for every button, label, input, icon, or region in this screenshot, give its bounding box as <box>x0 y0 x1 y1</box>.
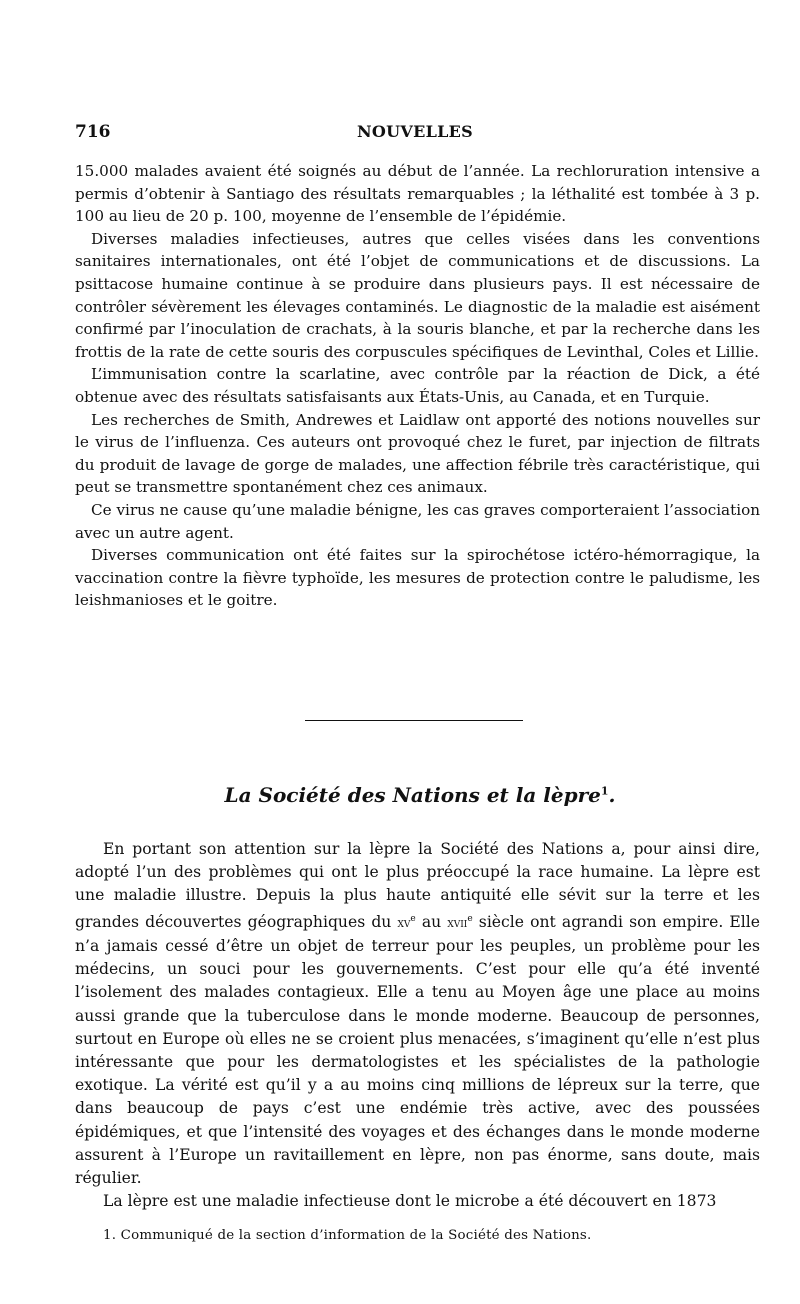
news-text-block <box>75 160 760 612</box>
paragraph: Diverses communication ont été faites sur la spirochétose ictéro-hémorragique, la vaccination contre la fièvre typhoïde, les mesures de protection contre le paludisme, les leishmanioses et le goitre. <box>75 546 760 610</box>
paragraph: Diverses maladies infectieuses, autres que celles visées dans les conventions sanitaires internationales, ont été l’objet de communications et de discussions. La psittacose humaine continue à se produire dans plusieurs pays. Il est nécessaire de contrôler sévèrement les élevages contaminés. Le diagnostic de la maladie est aisément confirmé par l’inoculation de crachats, à la souris blanche, et par la recherche dans les frottis de la rate de cette souris des corpuscules spécifiques de Levinthal, Coles et Lillie. <box>75 229 760 361</box>
section-title-end: . <box>608 783 616 807</box>
century-roman: xv <box>397 915 411 931</box>
section-title <box>0 783 800 807</box>
paragraph: La lèpre est une maladie infectieuse dont le microbe a été découvert en 1873 <box>103 1192 717 1211</box>
century-ordinal: e <box>410 913 416 924</box>
page-header <box>75 122 755 144</box>
paragraph: 15.000 malades avaient été soignés au début de l’année. La rechloruration intensive a permis d’obtenir à Santiago des résultats remarquables ; la léthalité est tombée à 3 p. 100 au lieu de 20 p. 100, moyenne de l’ensemble de l’épidémie. <box>75 162 760 226</box>
century-roman: xvii <box>447 915 468 931</box>
footnote: 1. Communiqué de la section d’information de la Société des Nations. <box>103 1228 592 1243</box>
paragraph: Ce virus ne cause qu’une maladie bénigne, les cas graves comporteraient l’association avec un autre agent. <box>75 500 760 542</box>
paragraph <box>75 838 760 1190</box>
page-number: 716 <box>75 122 111 142</box>
paragraph: Les recherches de Smith, Andrewes et Laidlaw ont apporté des notions nouvelles sur le virus de l’influenza. Ces auteurs ont provoqué chez le furet, par injection de filtrats du produit de lavage de gorge de malades, une affection fébrile très caractéristique, qui peut se transmettre spontanément chez ces animaux. <box>75 410 760 497</box>
paragraph-text: au <box>415 912 448 931</box>
paragraph-text: siècle ont agrandi son empire. Elle n’a jamais cessé d’être un objet de terreur pour les peuples, un problème pour les médecins, un souci pour les gouvernements. C’est pour elle qu’a été inventé l’isolement des malades contagieux. Elle a tenu au Moyen âge une place au moins aussi grande que la tuberculose dans le monde moderne. Beaucoup de personnes, surtout en Europe où elles ne se croient plus menacées, s’imaginent qu’elle n’est plus intéressante que pour les dermatologistes et les spécialistes de la pathologie exotique. La vérité est qu’il y a au moins cinq millions de lépreux sur la terre, que dans beaucoup de pays c’est une endémie très active, avec des poussées épidémiques, et que l’intensité des voyages et des échanges dans le monde moderne assurent à l’Europe un ravitaillement en lèpre, non pas énorme, sans doute, mais régulier. <box>75 912 760 1188</box>
running-title: NOUVELLES <box>356 122 474 141</box>
century-ordinal: e <box>467 913 473 924</box>
footnote-marker: 1 <box>600 784 609 798</box>
paragraph: L’immunisation contre la scarlatine, avec contrôle par la réaction de Dick, a été obtenue avec des résultats satisfaisants aux États-Unis, au Canada, et en Turquie. <box>75 365 760 406</box>
paragraph-text: En portant son attention sur la lèpre la Société des Nations a, pour ainsi dire, adopté l’un des problèmes qui ont le plus préoccupé la race humaine. La lèpre est une maladie illustre. Depuis la plus haute antiquité elle sévit sur la terre et les grandes découvertes géographiques du <box>75 840 760 931</box>
article-text-block <box>75 838 760 1213</box>
section-title-text: La Société des Nations et la lèpre <box>224 783 601 807</box>
section-divider <box>305 720 523 721</box>
